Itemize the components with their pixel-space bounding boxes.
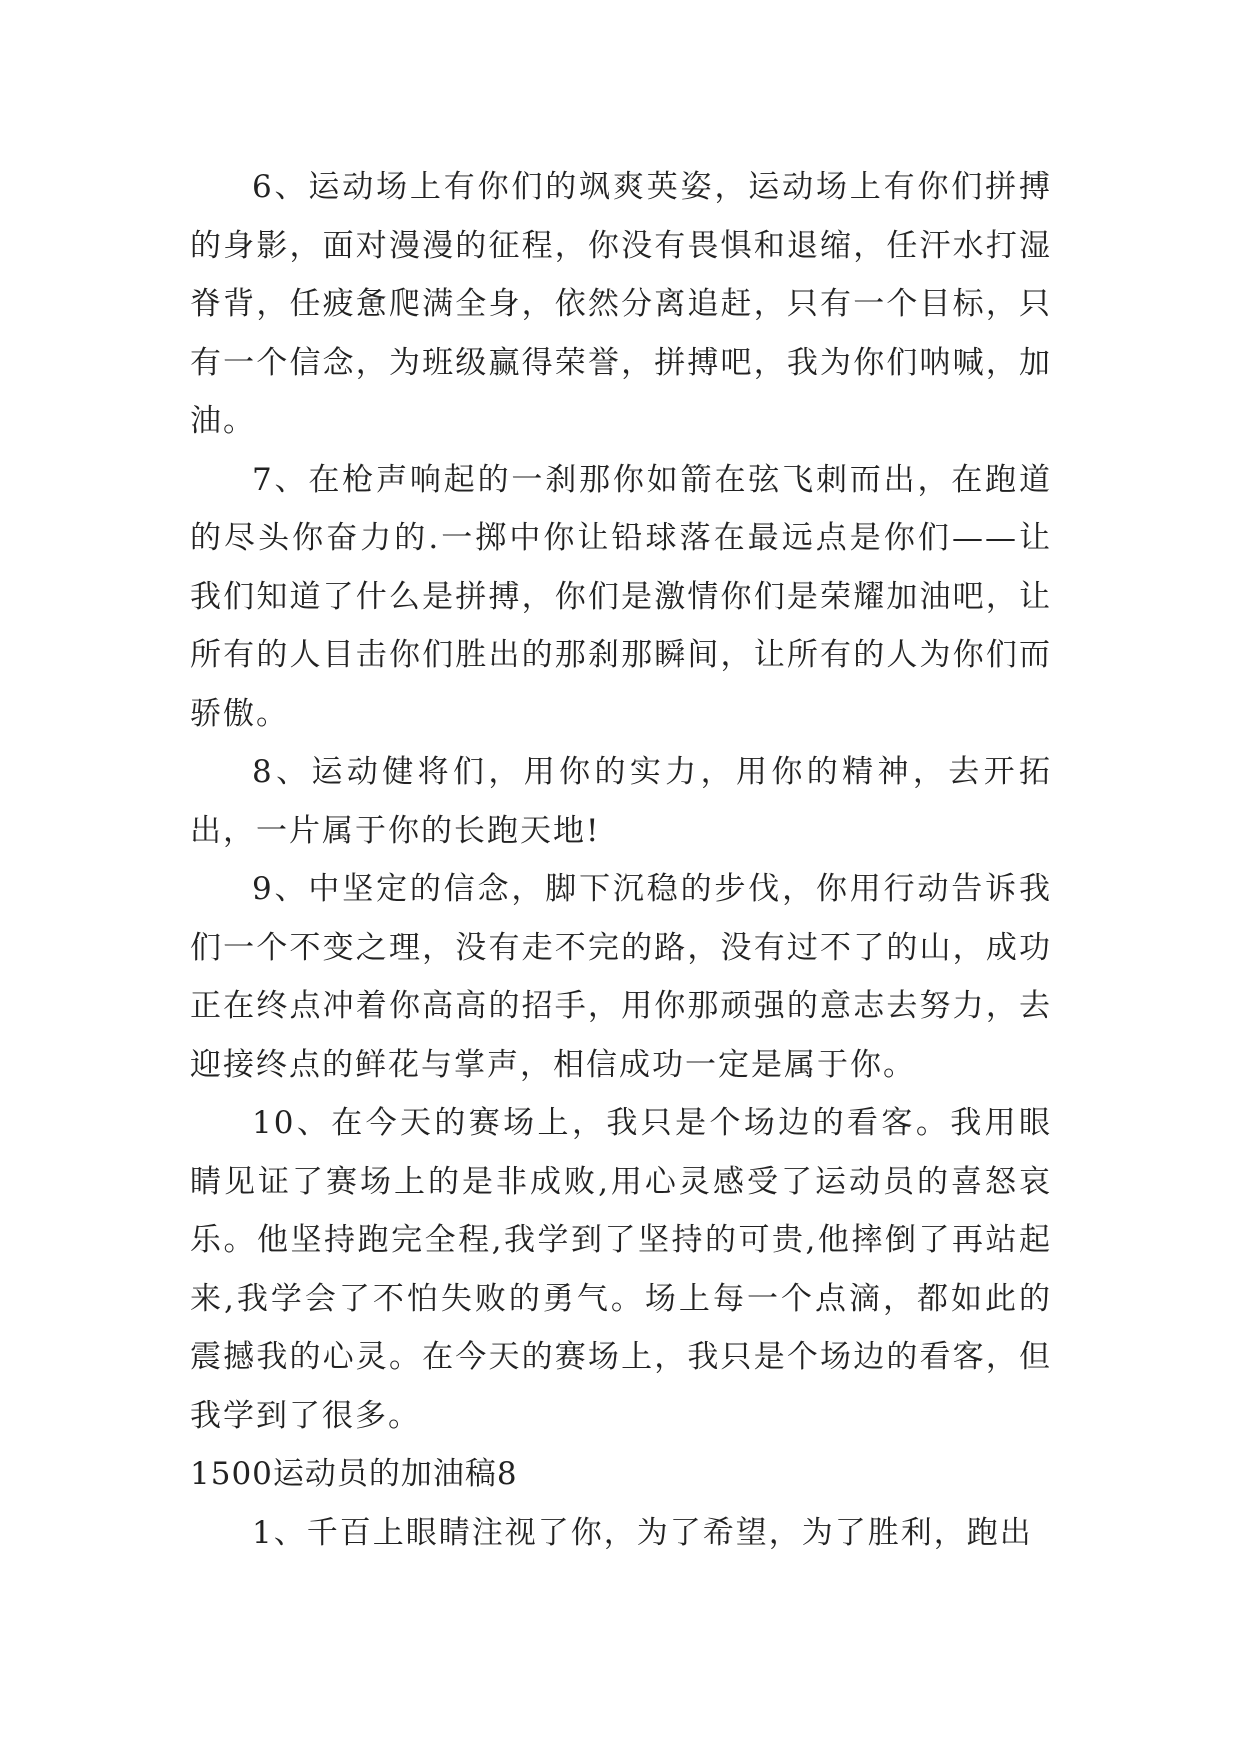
- paragraph-7: 7、在枪声响起的一刹那你如箭在弦飞刺而出，在跑道的尽头你奋力的.一掷中你让铅球落在最远点是你们——让我们知道了什么是拼搏，你们是激情你们是荣耀加油吧，让所有的人目击你们胜出的那刹那瞬间，让所有的人为你们而骄傲。: [190, 461, 1052, 732]
- paragraph-10: 10、在今天的赛场上，我只是个场边的看客。我用眼睛见证了赛场上的是非成败,用心灵感受了运动员的喜怒哀乐。他坚持跑完全程,我学到了坚持的可贵,他摔倒了再站起来,我学会了不怕失败的勇气。场上每一个点滴，都如此的震撼我的心灵。在今天的赛场上，我只是个场边的看客，但我学到了很多。: [190, 1105, 1052, 1434]
- section-paragraph-1: 1、千百上眼睛注视了你，为了希望，为了胜利，跑出: [252, 1514, 1033, 1551]
- section-heading: 1500运动员的加油稿8: [190, 1456, 518, 1492]
- document-body: [190, 158, 1052, 1562]
- paragraph-8: 8、运动健将们，用你的实力，用你的精神，去开拓出，一片属于你的长跑天地!: [190, 754, 1052, 849]
- paragraph-9: 9、中坚定的信念，脚下沉稳的步伐，你用行动告诉我们一个不变之理，没有走不完的路，没有过不了的山，成功正在终点冲着你高高的招手，用你那顽强的意志去努力，去迎接终点的鲜花与掌声，相信成功一定是属于你。: [190, 871, 1052, 1083]
- paragraph-6: 6、运动场上有你们的飒爽英姿，运动场上有你们拼搏的身影，面对漫漫的征程，你没有畏惧和退缩，任汗水打湿脊背，任疲惫爬满全身，依然分离追赶，只有一个目标，只有一个信念，为班级赢得荣誉，拼搏吧，我为你们呐喊，加油。: [190, 169, 1052, 439]
